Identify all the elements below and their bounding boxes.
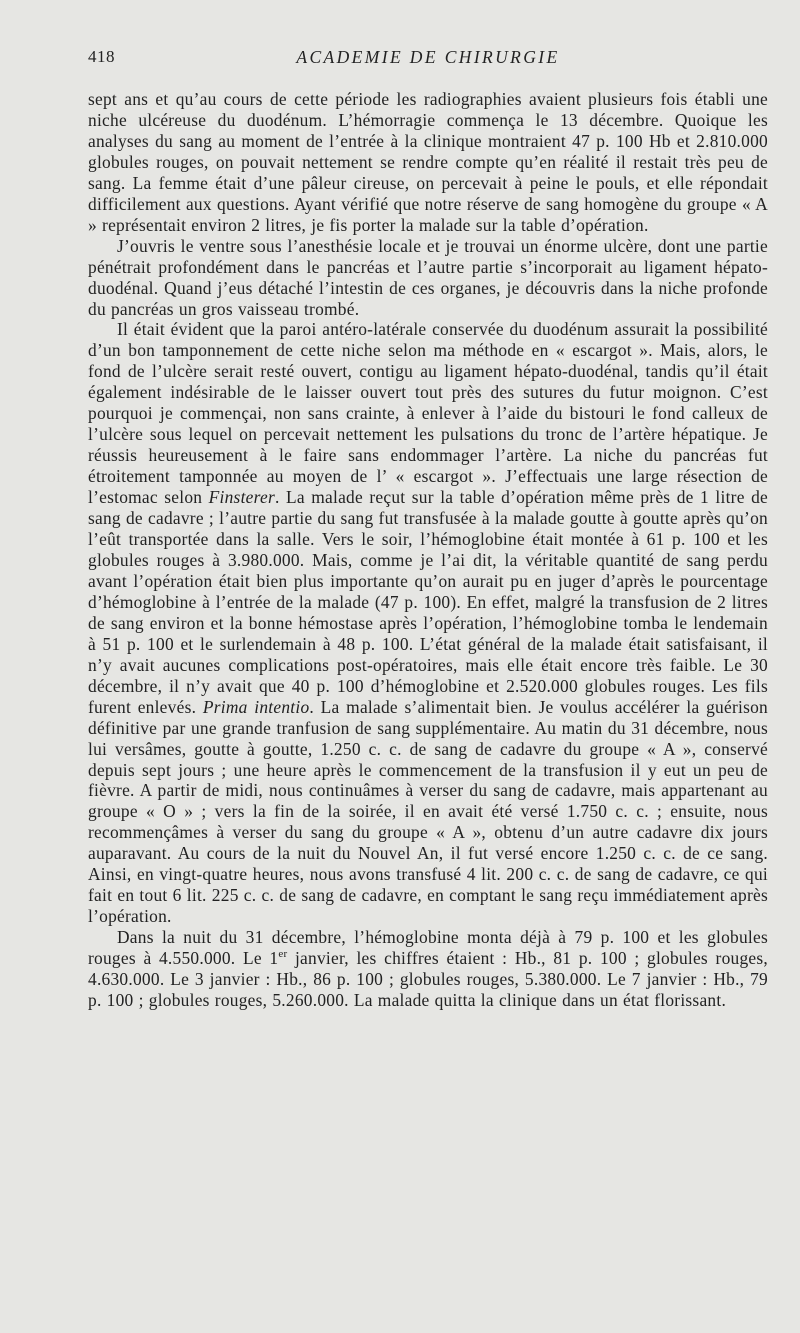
running-title: ACADEMIE DE CHIRURGIE — [296, 47, 560, 67]
superscript-er: er — [278, 948, 288, 961]
paragraph-3-part-3: . La malade s’alimentait bien. Je voulus accélérer la guérison définitive par une grande tranfusion de sang supplémentaire. Au matin du 31 décembre, nous lui versâmes, goutte à goutte, 1.250 c. c. de sang de cadavre du groupe « A », conservé depuis sept jours ; une heure après le commencement de la transfusion il y eut un peu de fièvre. A partir de midi, nous continuâmes à verser du sang de cadavre, mais appartenant au groupe « O » ; vers la fin de la soirée, il en avait été versé 1.750 c. c. ; ensuite, nous recommençâmes à verser du sang du groupe « A », obtenu d’un autre cadavre dix jours auparavant. Au cours de la nuit du Nouvel An, il fut versé encore 1.250 c. c. de ce sang. Ainsi, en vingt-quatre heures, nous avons transfusé 4 lit. 200 c. c. de sang de cadavre, ce qui fait en tout 6 lit. 225 c. c. de sang de cadavre, en comptant le sang reçu immédiatement après l’opération. — [88, 696, 768, 927]
paragraph-3-part-1: Il était évident que la paroi antéro-latérale conservée du duodénum assurait la possibilité d’un bon tamponnement de cette niche selon ma méthode en « escargot ». Mais, alors, le fond de l’ulcère serait resté ouvert, contigu au ligament hépato-duodénal, tandis qu’il était également indésirable de le laisser ouvert tout près des sutures du futur moignon. C’est pourquoi je commençai, non sans crainte, à enlever à l’aide du bistouri le fond calleux de l’ulcère sous lequel on percevait nettement les pulsations du tronc de l’artère hépatique. Je réussis heureusement à le faire sans endommager l’artère. La niche du pancréas fut étroitement tamponnée au moyen de l’ « escargot ». J’effectuais une large résection de l’estomac selon — [88, 319, 768, 508]
italic-name-finsterer: Finsterer — [208, 487, 275, 508]
page-header — [88, 47, 768, 73]
italic-prima-intentio: Prima intentio — [202, 696, 310, 717]
paragraph-2: J’ouvris le ventre sous l’anesthésie locale et je trouvai un énorme ulcère, dont une partie pénétrait profondément dans le pancréas et l’autre partie s’incorporait au ligament hépato-duodénal. Quand j’eus détaché l’intestin de ces organes, je découvris dans la niche profonde du pancréas un gros vaisseau trombé. — [88, 235, 768, 319]
paragraph-1: sept ans et qu’au cours de cette période les radiographies avaient plusieurs fois établi une niche ulcéreuse du duodénum. L’hémorragie commença le 13 décembre. Quoique les analyses du sang au moment de l’entrée à la clinique montraient 47 p. 100 Hb et 2.810.000 globules rouges, on pouvait nettement se rendre compte qu’en réalité il restait très peu de sang. La femme était d’une pâleur cireuse, on percevait à peine le pouls, et elle répondait difficilement aux questions. Ayant vérifié que notre réserve de sang homogène du groupe « A » représentait environ 2 litres, je fis porter la malade sur la table d’opération. — [88, 89, 768, 235]
paragraph-4 — [88, 927, 768, 1011]
paragraph-4-part-1: Dans la nuit du 31 décembre, l’hémoglobine monta déjà à 79 p. 100 et les globules rouges à 4.550.000. Le 1 — [88, 927, 768, 969]
body-text — [88, 89, 768, 1011]
page-number: 418 — [88, 47, 115, 66]
paragraph-4-part-2: janvier, les chiffres étaient : Hb., 81 p. 100 ; globules rouges, 4.630.000. Le 3 janvier : Hb., 86 p. 100 ; globules rouges, 5.380.000. Le 7 janvier : Hb., 79 p. 100 ; globules rouges, 5.260.000. La malade quitta la clinique dans un état florissant. — [88, 948, 768, 1010]
paragraph-3 — [88, 319, 768, 927]
paragraph-3-part-2: . La malade reçut sur la table d’opération même près de 1 litre de sang de cadavre ; l’autre partie du sang fut transfusée à la malade goutte à goutte après qu’on l’eût transportée dans la salle. Vers le soir, l’hémoglobine était montée à 61 p. 100 et les globules rouges à 3.980.000. Mais, comme je l’ai dit, la véritable quantité de sang perdu avant l’opération était bien plus importante qu’on aurait pu en juger d’après le pourcentage d’hémoglobine à l’entrée de la malade (47 p. 100). En effet, malgré la transfusion de 2 litres de sang environ et la bonne hémostase après l’opération, l’hémoglobine tomba le lendemain à 51 p. 100 et le surlendemain à 48 p. 100. L’état général de la malade était satisfaisant, il n’y avait aucunes complications post-opératoires, mais elle était encore très faible. Le 30 décembre, il n’y avait que 40 p. 100 d’hémoglobine et 2.520.000 globules rouges. Les fils furent enlevés. — [88, 487, 768, 717]
